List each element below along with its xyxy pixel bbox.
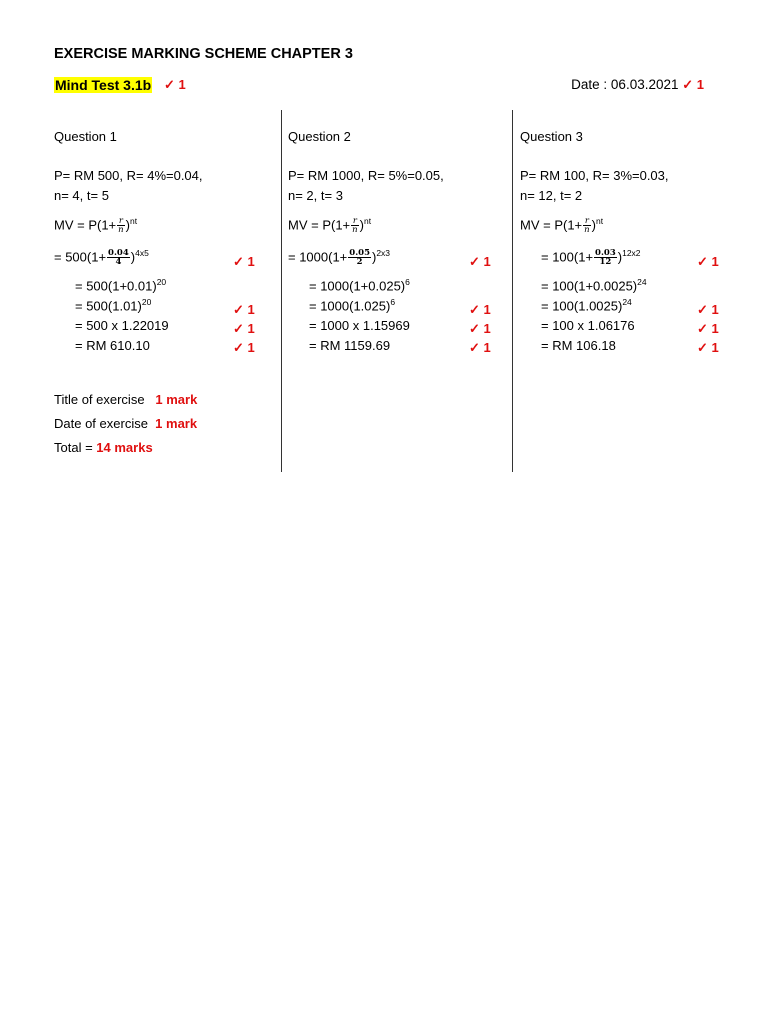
- step-text: = 500(1+0.01): [75, 278, 157, 294]
- question-3-step-2: [541, 277, 647, 293]
- exponent: nt: [363, 216, 372, 226]
- exponent: nt: [595, 216, 604, 226]
- column-divider: [281, 110, 282, 472]
- step-text: = 1000(1+: [288, 249, 348, 265]
- exponent: 24: [637, 277, 647, 287]
- step-text: = 1000(1.025): [309, 298, 391, 314]
- question-1-given-line-2: n= 4, t= 5: [54, 188, 109, 203]
- q1-tick-mark: ✓ 1: [233, 302, 255, 317]
- fraction-numerator: 0.05: [349, 248, 370, 259]
- question-3-given-line-1: P= RM 100, R= 3%=0.03,: [520, 168, 669, 183]
- total-value: 14 marks: [96, 440, 153, 455]
- question-2-heading: Question 2: [288, 129, 351, 144]
- title-mark-value: 1 mark: [155, 392, 198, 407]
- question-1-step-5: = RM 610.10: [75, 338, 150, 353]
- q1-tick-mark: ✓ 1: [233, 321, 255, 336]
- step-text: = 100(1+0.0025): [541, 278, 638, 294]
- question-2-step-3: [309, 297, 395, 313]
- step-text: = 500(1.01): [75, 298, 142, 314]
- fraction-numerator: r: [118, 216, 123, 227]
- step-text: = 100(1+: [541, 249, 594, 265]
- question-2-step-1: = 1000(1+ $\frac{0.05}{2}$ )$^{2x3}$: [288, 248, 391, 268]
- q2-tick-mark: ✓ 1: [469, 302, 491, 317]
- fraction: [351, 217, 358, 234]
- question-1-heading: Question 1: [54, 129, 117, 144]
- date-mark: ✓ 1: [682, 77, 704, 92]
- date-mark-line: [54, 416, 197, 431]
- title-mark-label: Title of exercise: [54, 392, 145, 407]
- question-2-given-line-2: n= 2, t= 3: [288, 188, 343, 203]
- q2-tick-mark: ✓ 1: [469, 321, 491, 336]
- date-mark-label: Date of exercise: [54, 416, 148, 431]
- q2-tick-mark: ✓ 1: [469, 254, 491, 269]
- question-3-step-4: = 100 x 1.06176: [541, 318, 635, 333]
- fraction-numerator: 0.03: [595, 248, 616, 259]
- question-3-step-5: = RM 106.18: [541, 338, 616, 353]
- question-1-step-1: = 500(1+ $\frac{0.04}{4}$ )$^{4x5}$: [54, 248, 149, 268]
- exponent: 6: [405, 277, 410, 287]
- question-2-formula: MV = P(1+ $\frac{r}{n}$ )$^{nt}$: [288, 216, 372, 236]
- question-1-step-3: [75, 297, 151, 313]
- question-1-given-line-1: P= RM 500, R= 4%=0.04,: [54, 168, 203, 183]
- fraction-denominator: n: [352, 225, 358, 236]
- q3-tick-mark: ✓ 1: [697, 302, 719, 317]
- mind-test-label: Mind Test 3.1b: [55, 77, 152, 93]
- fraction-numerator: r: [352, 216, 357, 227]
- total-label: Total =: [54, 440, 93, 455]
- question-3-heading: Question 3: [520, 129, 583, 144]
- fraction-numerator: 0.04: [108, 248, 129, 259]
- question-1-step-2: [75, 277, 166, 293]
- exponent: nt: [129, 216, 138, 226]
- fraction: [594, 249, 617, 266]
- fraction-denominator: 4: [115, 257, 122, 268]
- question-2-step-5: = RM 1159.69: [309, 338, 391, 353]
- fraction-denominator: 2: [356, 257, 363, 268]
- step-text: = 100(1.0025): [541, 298, 623, 314]
- exponent: 2x3: [376, 248, 391, 258]
- fraction: [583, 217, 590, 234]
- q1-tick-mark: ✓ 1: [233, 340, 255, 355]
- fraction-denominator: 12: [599, 257, 612, 268]
- mind-test-mark: ✓ 1: [164, 77, 186, 92]
- question-2-step-2: [309, 277, 410, 293]
- date-label: Date : 06.03.2021: [571, 77, 679, 92]
- step-text: = 500(1+: [54, 249, 107, 265]
- page-title: EXERCISE MARKING SCHEME CHAPTER 3: [54, 46, 353, 62]
- question-2-step-4: = 1000 x 1.15969: [309, 318, 410, 333]
- fraction-denominator: n: [584, 225, 590, 236]
- q3-tick-mark: ✓ 1: [697, 321, 719, 336]
- question-3-formula: MV = P(1+ $\frac{r}{n}$ )$^{nt}$: [520, 216, 604, 236]
- exponent: 24: [622, 297, 632, 307]
- formula-lhs: MV = P(1+: [54, 217, 117, 233]
- question-3-given-line-2: n= 12, t= 2: [520, 188, 583, 203]
- question-1-formula: MV = P(1+ $\frac{r}{n}$ )$^{nt}$: [54, 216, 138, 236]
- question-2-given-line-1: P= RM 1000, R= 5%=0.05,: [288, 168, 444, 183]
- date-mark-value: 1 mark: [155, 416, 198, 431]
- q3-tick-mark: ✓ 1: [697, 254, 719, 269]
- fraction: [107, 249, 130, 266]
- fraction: [348, 249, 371, 266]
- formula-lhs: MV = P(1+: [520, 217, 583, 233]
- question-3-step-1: = 100(1+ $\frac{0.03}{12}$ )$^{12x2}$: [541, 248, 641, 268]
- exponent: 20: [156, 277, 167, 287]
- question-3-step-3: [541, 297, 632, 313]
- fraction-numerator: r: [584, 216, 589, 227]
- exponent: 20: [141, 297, 152, 307]
- date-line: [571, 77, 704, 93]
- total-mark-line: [54, 440, 153, 455]
- exponent: 4x5: [135, 248, 149, 258]
- q1-tick-mark: ✓ 1: [233, 254, 255, 269]
- formula-lhs: MV = P(1+: [288, 217, 351, 233]
- exponent: 6: [390, 297, 396, 307]
- q2-tick-mark: ✓ 1: [469, 340, 491, 355]
- fraction: [117, 217, 124, 234]
- step-text: = 1000(1+0.025): [309, 278, 406, 294]
- column-divider: [512, 110, 513, 472]
- question-1-step-4: = 500 x 1.22019: [75, 318, 169, 333]
- fraction-denominator: n: [118, 225, 124, 236]
- q3-tick-mark: ✓ 1: [697, 340, 719, 355]
- exponent: 12x2: [622, 248, 641, 258]
- title-mark-line: [54, 392, 197, 407]
